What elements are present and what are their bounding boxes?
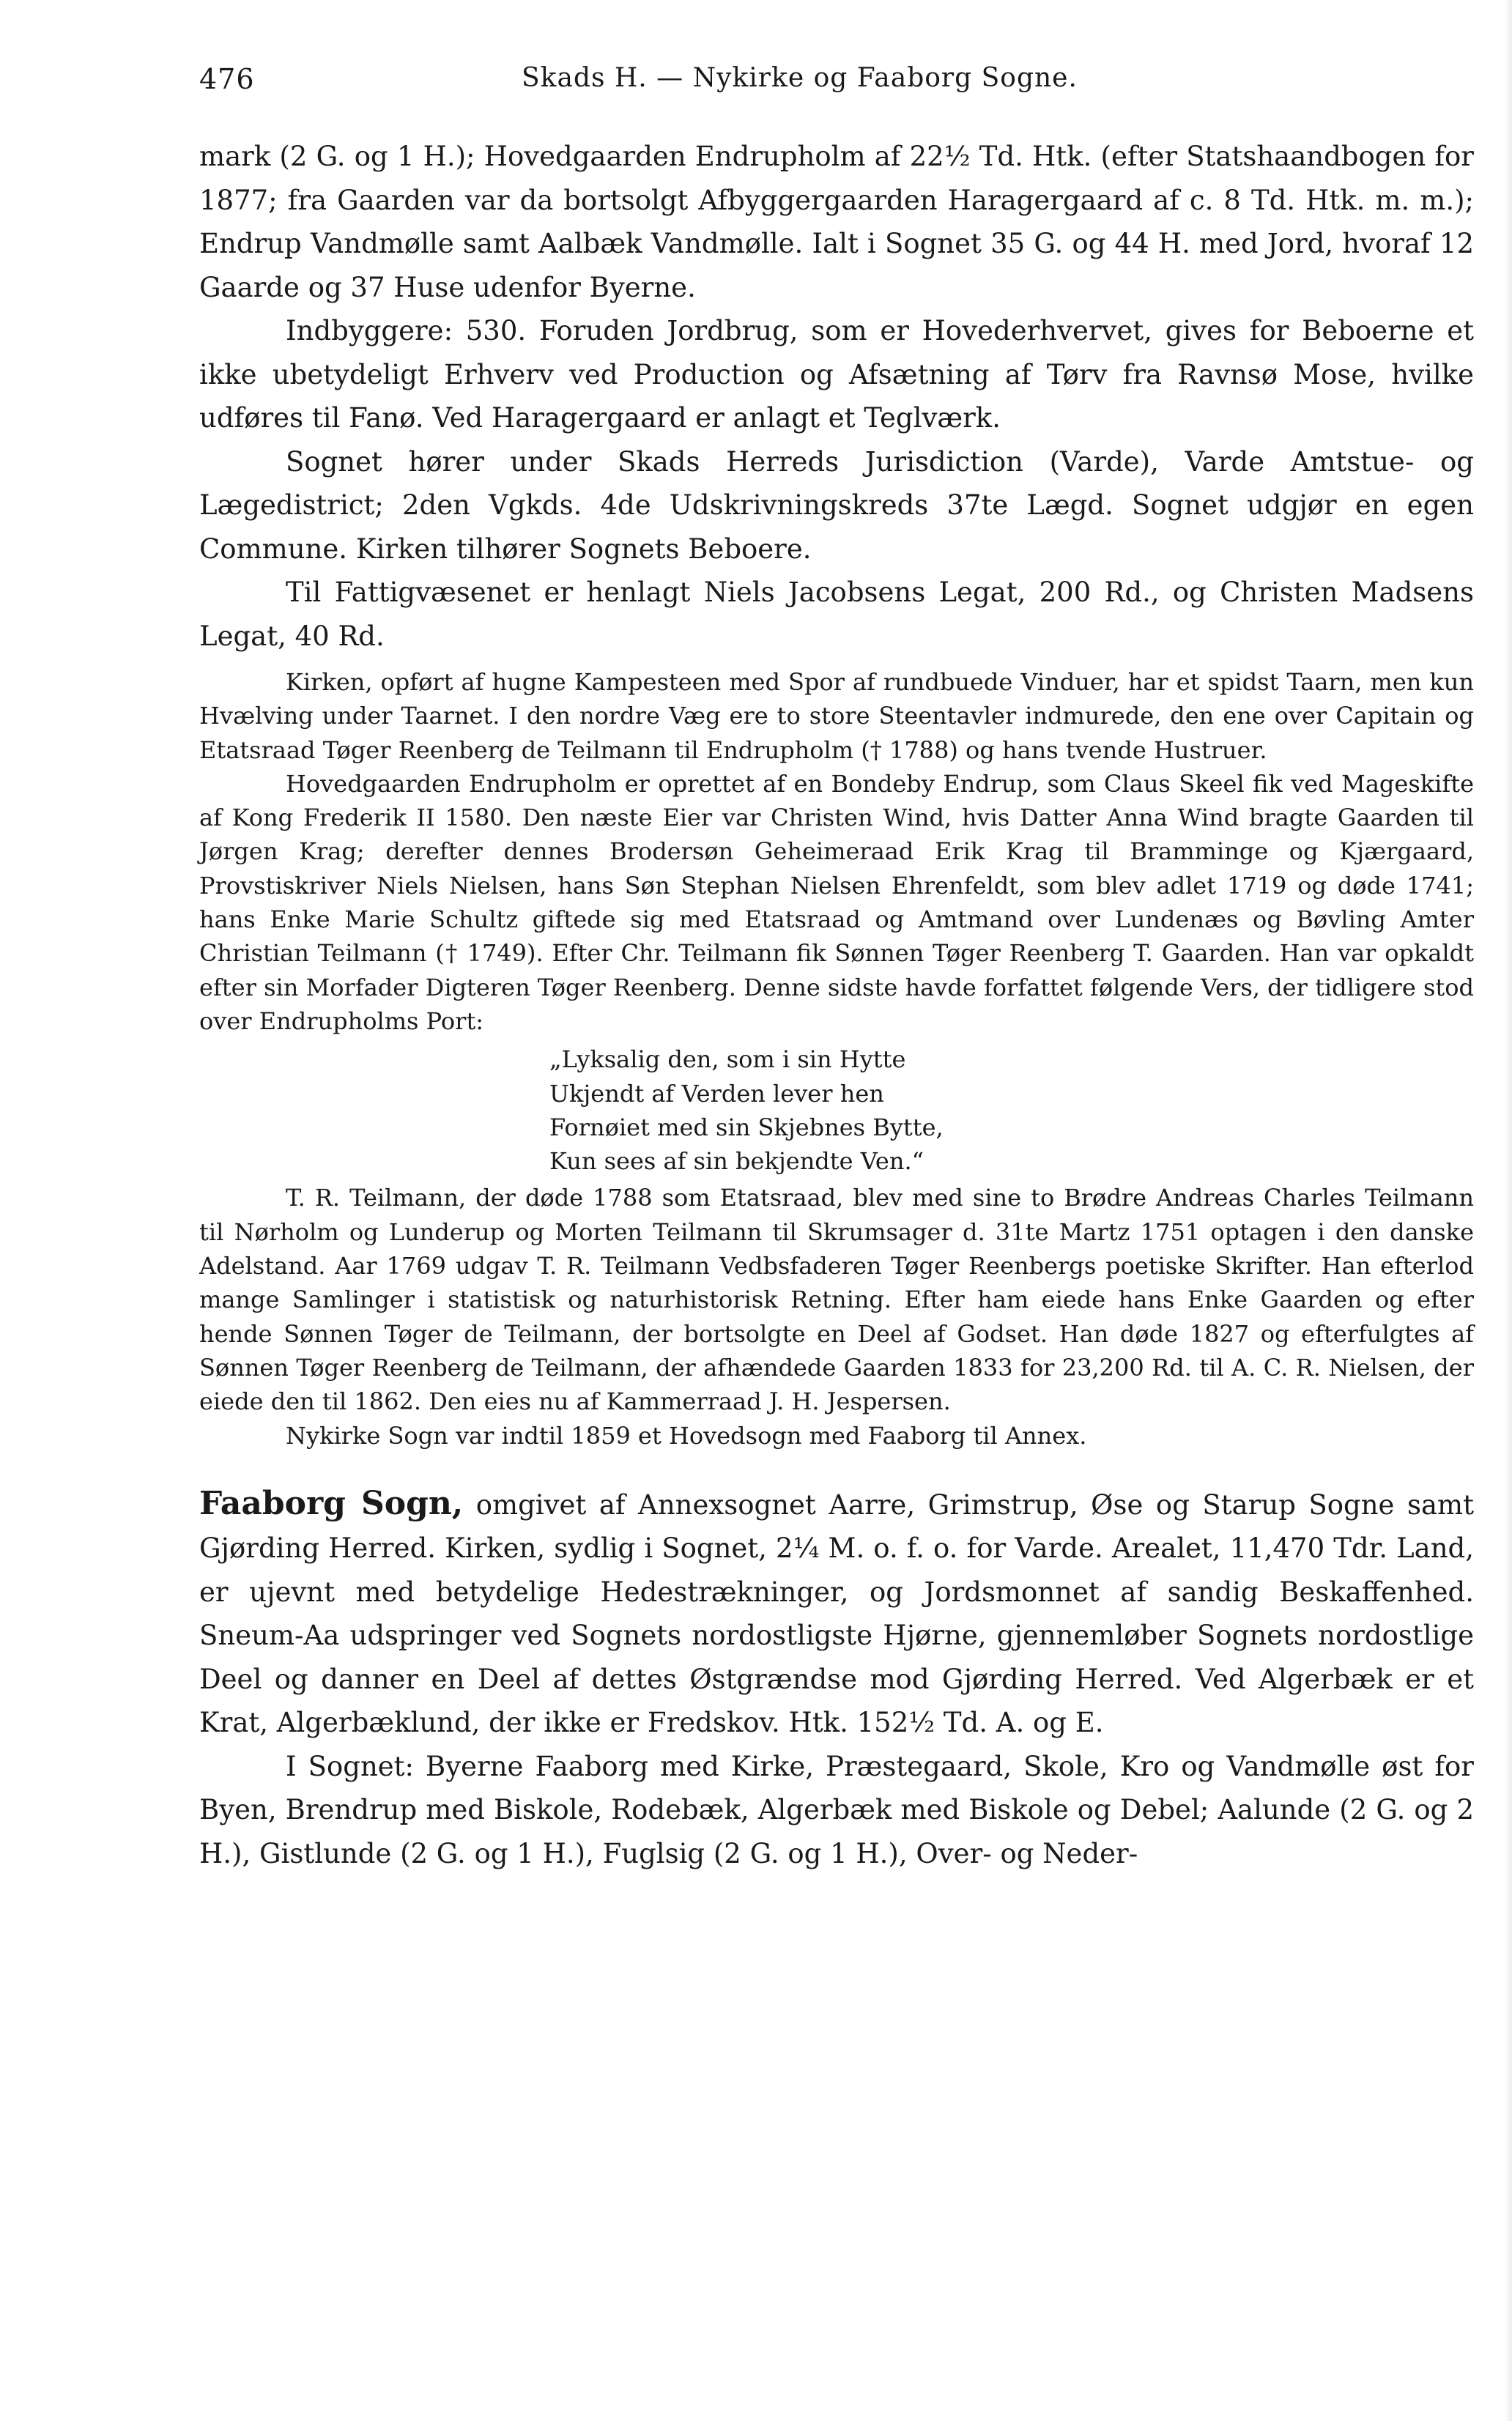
section-first-paragraph <box>199 1482 1474 1745</box>
section-heading: Faaborg Sogn, <box>199 1484 464 1522</box>
poem-verse <box>549 1042 1474 1178</box>
running-head: Skads H. — Nykirke og Faaborg Sogne. <box>522 63 1078 93</box>
page-edge-shadow <box>1505 0 1512 2421</box>
poem-line: „Lyksalig den, som i sin Hytte <box>549 1045 906 1074</box>
note-manor-history: Hovedgaarden Endrupholm er oprettet af en Bondeby Endrup, som Claus Skeel fik ved Mageskifte af Kong Frederik II 1580. Den næste Eier var Christen Wind, hvis Datter Anna Wind bragte Gaarden til Jørgen Krag; derefter dennes Brodersøn Geheimeraad Erik Krag til Bramminge og Kjærgaard, Provstiskriver Niels Nielsen, hans Søn Stephan Nielsen Ehrenfeldt, som blev adlet 1719 og døde 1741; hans Enke Marie Schultz giftede sig med Etatsraad og Amtmand over Lundenæs og Bøvling Amter Christian Teilmann († 1749). Efter Chr. Teilmann fik Sønnen Tøger Reenberg T. Gaarden. Han var opkaldt efter sin Morfader Digteren Tøger Reenberg. Denne sidste havde forfattet følgende Vers, der tidligere stod over Endrupholms Port: <box>199 769 1474 1035</box>
poem-line: Fornøiet med sin Skjebnes Bytte, <box>549 1113 944 1141</box>
document-page <box>199 63 1474 1875</box>
main-text <box>199 135 1474 658</box>
paragraph-continued: mark (2 G. og 1 H.); Hovedgaarden Endrupholm af 22½ Td. Htk. (efter Statshaandbogen for 1877; fra Gaarden var da bortsolgt Afbyggergaarden Haragergaard af c. 8 Td. Htk. m. m.); Endrup Vandmølle samt Aalbæk Vandmølle. Ialt i Sognet 35 G. og 44 H. med Jord, hvoraf 12 Gaarde og 37 Huse udenfor Byerne. <box>199 141 1474 303</box>
page-number: 476 <box>199 63 255 95</box>
note-teilmann: T. R. Teilmann, der døde 1788 som Etatsraad, blev med sine to Brødre Andreas Charles Teilmann til Nørholm og Lunderup og Morten Teilmann til Skrumsager d. 31te Martz 1751 optagen i den danske Adelstand. Aar 1769 udgav T. R. Teilmann Vedbsfaderen Tøger Reenbergs poetiske Skrifter. Han efterlod mange Samlinger i statistisk og naturhistorisk Retning. Efter ham eiede hans Enke Gaarden og efter hende Sønnen Tøger de Teilmann, der bortsolgte en Deel af Godset. Han døde 1827 og efterfulgtes af Sønnen Tøger Reenberg de Teilmann, der afhændede Gaarden 1833 for 23,200 Rd. til A. C. R. Nielsen, der eiede den til 1862. Den eies nu af Kammerraad J. H. Jespersen. <box>199 1184 1474 1416</box>
section-paragraph-villages: I Sognet: Byerne Faaborg med Kirke, Præstegaard, Skole, Kro og Vandmølle øst for Byen, Brendrup med Biskole, Rodebæk, Algerbæk med Biskole og Debel; Aalunde (2 G. og 2 H.), Gistlunde (2 G. og 1 H.), Fuglsig (2 G. og 1 H.), Over- og Neder- <box>199 1750 1474 1869</box>
page-header <box>199 63 1474 107</box>
section-paragraph-text: omgivet af Annexsognet Aarre, Grimstrup, Øse og Starup Sogne samt Gjørding Herred. Kirken, sydlig i Sognet, 2¼ M. o. f. o. for Varde. Arealet, 11,470 Tdr. Land, er ujevnt med betydelige Hedestrækninger, og Jordsmonnet af sandig Beskaffenhed. Sneum-Aa udspringer ved Sognets nordostligste Hjørne, gjennemløber Sognets nordostlige Deel og danner en Deel af dettes Østgrændse mod Gjørding Herred. Ved Algerbæk er et Krat, Algerbæklund, der ikke er Fredskov. Htk. 152½ Td. A. og E. <box>199 1488 1474 1739</box>
poem-line: Kun sees af sin bekjendte Ven.“ <box>549 1147 924 1176</box>
note-church: Kirken, opført af hugne Kampesteen med Spor af rundbuede Vinduer, har et spidst Taarn, men kun Hvælving under Taarnet. I den nordre Væg ere to store Steentavler indmurede, den ene over Capitain og Etatsraad Tøger Reenberg de Teilmann til Endrupholm († 1788) og hans tvende Hustruer. <box>199 668 1474 764</box>
paragraph-legacies: Til Fattigvæsenet er henlagt Niels Jacobsens Legat, 200 Rd., og Christen Madsens Legat, 40 Rd. <box>199 576 1474 652</box>
section-faaborg-sogn <box>199 1482 1474 1876</box>
paragraph-jurisdiction: Sognet hører under Skads Herreds Jurisdiction (Varde), Varde Amtstue- og Lægedistrict; 2den Vgkds. 4de Udskrivningskreds 37te Lægd. Sognet udgjør en egen Commune. Kirken tilhører Sognets Beboere. <box>199 445 1474 565</box>
paragraph-inhabitants: Indbyggere: 530. Foruden Jordbrug, som er Hovederhvervet, gives for Beboerne et ikke ubetydeligt Erhverv ved Production og Afsætning af Tørv fra Ravnsø Mose, hvilke udføres til Fanø. Ved Haragergaard er anlagt et Teglværk. <box>199 315 1474 434</box>
poem-line: Ukjendt af Verden lever hen <box>549 1079 884 1108</box>
notes-block <box>199 665 1474 1453</box>
note-annex: Nykirke Sogn var indtil 1859 et Hovedsogn med Faaborg til Annex. <box>286 1421 1087 1450</box>
